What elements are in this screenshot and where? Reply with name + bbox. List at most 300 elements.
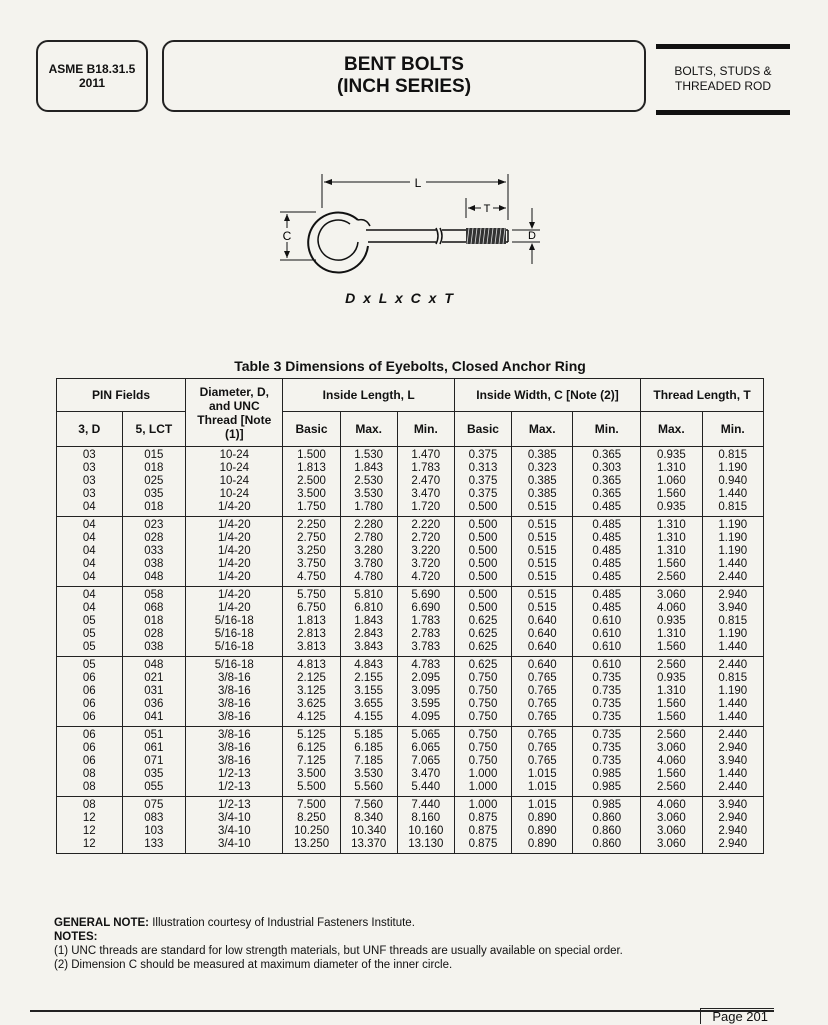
cell-value: 1.843 [354, 462, 384, 474]
cell-value: 2.560 [656, 571, 686, 583]
cell-value: 3.060 [656, 825, 686, 837]
cell-value: 1.440 [718, 488, 748, 500]
cell-value: 3.720 [411, 558, 441, 570]
cell-value: 1.720 [411, 501, 441, 513]
cell-value: 1.015 [527, 781, 557, 793]
cell-value: 2.500 [297, 475, 326, 487]
category-line-2: THREADED ROD [674, 79, 771, 93]
cell-value: 0.735 [592, 711, 622, 723]
cell-value: 3.125 [297, 685, 326, 697]
cell-value: 3/4-10 [217, 825, 251, 837]
cell-l-min [397, 727, 454, 797]
cell-value: 1/4-20 [217, 602, 251, 614]
cell-value: 068 [144, 602, 164, 614]
cell-value: 3/8-16 [217, 742, 251, 754]
cell-value: 0.875 [468, 838, 498, 850]
cell-value: 0.890 [527, 812, 557, 824]
cell-value: 1.440 [718, 558, 748, 570]
category-label [656, 64, 790, 94]
cell-value: 2.940 [718, 825, 748, 837]
category-bar-top [656, 44, 790, 49]
cell-c-max [512, 447, 573, 517]
cell-l-basic [283, 727, 340, 797]
cell-value: 1/4-20 [217, 545, 251, 557]
cell-value: 2.783 [411, 628, 441, 640]
header-c-basic: Basic [454, 412, 511, 447]
cell-value: 05 [82, 615, 96, 627]
cell-value: 5.810 [354, 589, 384, 601]
cell-value: 0.515 [527, 532, 557, 544]
cell-value: 0.365 [592, 449, 622, 461]
cell-pin5 [122, 727, 186, 797]
cell-pin3 [57, 447, 123, 517]
cell-value: 2.530 [354, 475, 384, 487]
cell-value: 1.813 [297, 615, 326, 627]
cell-value: 1.310 [656, 462, 686, 474]
general-note-text: Illustration courtesy of Industrial Fasteners Institute. [149, 917, 415, 929]
footer-rule [30, 1010, 774, 1012]
table-row-group [57, 727, 764, 797]
cell-value: 0.485 [592, 519, 622, 531]
cell-value: 0.313 [468, 462, 498, 474]
cell-c-basic [454, 517, 511, 587]
cell-pin5 [122, 517, 186, 587]
cell-value: 0.610 [592, 628, 622, 640]
cell-value: 3.155 [354, 685, 384, 697]
cell-t-min [702, 657, 763, 727]
cell-value: 5/16-18 [214, 615, 254, 627]
cell-value: 0.485 [592, 571, 622, 583]
cell-value: 1.530 [354, 449, 384, 461]
cell-c-min [573, 587, 641, 657]
cell-t-max [641, 657, 702, 727]
cell-value: 0.375 [468, 475, 498, 487]
cell-value: 3.060 [656, 838, 686, 850]
cell-value: 0.935 [656, 672, 686, 684]
cell-value: 3.783 [411, 641, 441, 653]
cell-value: 0.735 [592, 698, 622, 710]
cell-value: 2.940 [718, 742, 748, 754]
cell-value: 0.815 [718, 615, 748, 627]
cell-value: 04 [82, 558, 96, 570]
cell-value: 4.783 [411, 659, 441, 671]
cell-c-basic [454, 797, 511, 854]
cell-value: 0.515 [527, 589, 557, 601]
cell-value: 2.843 [354, 628, 384, 640]
cell-value: 0.985 [592, 799, 622, 811]
cell-value: 0.985 [592, 768, 622, 780]
cell-value: 0.890 [527, 825, 557, 837]
cell-pin3 [57, 587, 123, 657]
cell-value: 0.485 [592, 545, 622, 557]
cell-value: 0.385 [527, 449, 557, 461]
general-note-label: GENERAL NOTE: [54, 917, 149, 929]
diagram-caption: D x L x C x T [345, 290, 455, 306]
cell-value: 1.440 [718, 641, 748, 653]
cell-value: 0.875 [468, 825, 498, 837]
cell-value: 3.060 [656, 812, 686, 824]
cell-value: 2.940 [718, 812, 748, 824]
cell-value: 3.280 [354, 545, 384, 557]
cell-value: 04 [82, 519, 96, 531]
cell-value: 1.440 [718, 768, 748, 780]
cell-pin3 [57, 657, 123, 727]
cell-value: 028 [144, 532, 164, 544]
cell-value: 0.765 [527, 711, 557, 723]
cell-value: 7.185 [354, 755, 384, 767]
cell-thread [186, 447, 283, 517]
cell-pin5 [122, 587, 186, 657]
cell-value: 3.940 [718, 799, 748, 811]
cell-value: 041 [144, 711, 164, 723]
cell-value: 4.780 [354, 571, 384, 583]
cell-value: 1.783 [411, 615, 441, 627]
cell-value: 0.485 [592, 558, 622, 570]
cell-value: 0.765 [527, 755, 557, 767]
cell-value: 3.940 [718, 755, 748, 767]
cell-l-min [397, 517, 454, 587]
table-row-group [57, 517, 764, 587]
cell-value: 0.765 [527, 742, 557, 754]
cell-value: 0.940 [718, 475, 748, 487]
cell-value: 021 [144, 672, 164, 684]
cell-value: 6.065 [411, 742, 441, 754]
table-row-group [57, 447, 764, 517]
cell-value: 1.780 [354, 501, 384, 513]
cell-value: 5.560 [354, 781, 384, 793]
cell-pin5 [122, 657, 186, 727]
cell-value: 1/4-20 [217, 589, 251, 601]
label-l: L [414, 176, 422, 190]
table-body [57, 447, 764, 854]
cell-value: 2.750 [297, 532, 326, 544]
cell-value: 0.625 [468, 628, 498, 640]
cell-c-min [573, 517, 641, 587]
cell-t-max [641, 587, 702, 657]
cell-value: 036 [144, 698, 164, 710]
cell-value: 04 [82, 501, 96, 513]
cell-value: 075 [144, 799, 164, 811]
cell-value: 8.160 [411, 812, 441, 824]
standard-year: 2011 [78, 76, 106, 90]
cell-value: 1.750 [297, 501, 326, 513]
cell-value: 08 [82, 799, 96, 811]
cell-thread [186, 797, 283, 854]
cell-value: 1.813 [297, 462, 326, 474]
cell-value: 6.125 [297, 742, 326, 754]
cell-value: 0.610 [592, 659, 622, 671]
cell-value: 0.500 [468, 589, 498, 601]
cell-value: 1.470 [411, 449, 441, 461]
cell-value: 0.815 [718, 449, 748, 461]
cell-value: 048 [144, 571, 164, 583]
cell-value: 2.470 [411, 475, 441, 487]
cell-thread [186, 727, 283, 797]
cell-value: 0.375 [468, 449, 498, 461]
cell-value: 7.125 [297, 755, 326, 767]
cell-t-min [702, 517, 763, 587]
cell-value: 7.500 [297, 799, 326, 811]
cell-value: 0.750 [468, 685, 498, 697]
cell-thread [186, 517, 283, 587]
cell-value: 10-24 [219, 475, 249, 487]
cell-value: 133 [144, 838, 164, 850]
cell-value: 4.813 [297, 659, 326, 671]
cell-value: 018 [144, 462, 164, 474]
cell-value: 5.750 [297, 589, 326, 601]
cell-value: 0.750 [468, 698, 498, 710]
cell-value: 3/8-16 [217, 755, 251, 767]
cell-l-min [397, 797, 454, 854]
cell-t-min [702, 447, 763, 517]
cell-value: 3.220 [411, 545, 441, 557]
cell-value: 0.375 [468, 488, 498, 500]
cell-value: 2.155 [354, 672, 384, 684]
cell-value: 1.190 [718, 685, 748, 697]
cell-value: 5.065 [411, 729, 441, 741]
header-c-max: Max. [512, 412, 573, 447]
cell-value: 08 [82, 781, 96, 793]
cell-value: 0.735 [592, 742, 622, 754]
cell-l-max [340, 587, 397, 657]
page-number: Page 201 [700, 1008, 774, 1024]
cell-value: 0.750 [468, 742, 498, 754]
cell-value: 04 [82, 545, 96, 557]
cell-value: 1/2-13 [217, 768, 251, 780]
cell-value: 0.500 [468, 558, 498, 570]
notes-label [54, 930, 774, 944]
cell-value: 06 [82, 685, 96, 697]
eyebolt-diagram [270, 168, 570, 288]
cell-value: 083 [144, 812, 164, 824]
cell-value: 7.560 [354, 799, 384, 811]
cell-value: 10-24 [219, 462, 249, 474]
header-inside-length: Inside Length, L [283, 379, 454, 412]
cell-value: 018 [144, 501, 164, 513]
cell-value: 038 [144, 641, 164, 653]
cell-l-max [340, 447, 397, 517]
cell-value: 061 [144, 742, 164, 754]
cell-value: 058 [144, 589, 164, 601]
cell-l-max [340, 517, 397, 587]
cell-value: 2.440 [718, 781, 748, 793]
cell-value: 025 [144, 475, 164, 487]
header-l-min: Min. [397, 412, 454, 447]
cell-value: 04 [82, 602, 96, 614]
cell-value: 1.060 [656, 475, 686, 487]
cell-value: 0.815 [718, 501, 748, 513]
cell-value: 2.560 [656, 729, 686, 741]
cell-value: 1.560 [656, 488, 686, 500]
cell-value: 0.515 [527, 602, 557, 614]
cell-value: 0.750 [468, 755, 498, 767]
label-c: C [282, 229, 292, 243]
cell-c-min [573, 447, 641, 517]
cell-value: 0.303 [592, 462, 622, 474]
cell-value: 5.500 [297, 781, 326, 793]
cell-c-min [573, 657, 641, 727]
cell-value: 3.530 [354, 768, 384, 780]
cell-c-max [512, 727, 573, 797]
cell-value: 06 [82, 729, 96, 741]
cell-value: 5.125 [297, 729, 326, 741]
cell-pin3 [57, 517, 123, 587]
notes-heading: NOTES: [54, 931, 98, 943]
cell-value: 1.000 [468, 799, 498, 811]
cell-value: 3.655 [354, 698, 384, 710]
cell-value: 2.780 [354, 532, 384, 544]
cell-t-max [641, 517, 702, 587]
cell-value: 0.735 [592, 729, 622, 741]
cell-value: 12 [82, 838, 96, 850]
page-title-box [162, 40, 646, 112]
cell-t-min [702, 587, 763, 657]
cell-value: 04 [82, 532, 96, 544]
cell-value: 12 [82, 812, 96, 824]
cell-value: 1.560 [656, 698, 686, 710]
cell-value: 0.750 [468, 729, 498, 741]
cell-value: 13.370 [351, 838, 387, 850]
label-d: D [528, 230, 536, 242]
cell-value: 1.500 [297, 449, 326, 461]
cell-value: 1.190 [718, 519, 748, 531]
cell-value: 2.095 [411, 672, 441, 684]
cell-value: 1/2-13 [217, 781, 251, 793]
page-title: BENT BOLTS [344, 54, 464, 75]
table-title: Table 3 Dimensions of Eyebolts, Closed Anchor Ring [234, 358, 586, 374]
cell-value: 2.440 [718, 659, 748, 671]
cell-value: 2.560 [656, 659, 686, 671]
cell-value: 3.940 [718, 602, 748, 614]
cell-value: 0.860 [592, 838, 622, 850]
cell-value: 3.780 [354, 558, 384, 570]
header-5lct: 5, LCT [122, 412, 186, 447]
cell-value: 04 [82, 589, 96, 601]
cell-l-basic [283, 587, 340, 657]
cell-value: 033 [144, 545, 164, 557]
cell-value: 0.625 [468, 641, 498, 653]
cell-value: 6.185 [354, 742, 384, 754]
cell-value: 10-24 [219, 488, 249, 500]
cell-value: 3.470 [411, 488, 441, 500]
cell-value: 0.765 [527, 729, 557, 741]
cell-value: 028 [144, 628, 164, 640]
cell-value: 3.060 [656, 589, 686, 601]
cell-value: 1.190 [718, 462, 748, 474]
cell-value: 0.485 [592, 501, 622, 513]
table-row-group [57, 587, 764, 657]
cell-value: 0.610 [592, 641, 622, 653]
cell-pin3 [57, 727, 123, 797]
cell-pin5 [122, 447, 186, 517]
cell-value: 3/4-10 [217, 812, 251, 824]
cell-value: 2.440 [718, 729, 748, 741]
cell-value: 2.940 [718, 589, 748, 601]
cell-value: 05 [82, 628, 96, 640]
cell-value: 4.720 [411, 571, 441, 583]
category-line-1: BOLTS, STUDS & [674, 64, 772, 78]
cell-value: 3.500 [297, 488, 326, 500]
cell-value: 7.440 [411, 799, 441, 811]
cell-l-max [340, 657, 397, 727]
cell-value: 3.470 [411, 768, 441, 780]
cell-value: 4.060 [656, 799, 686, 811]
cell-value: 4.750 [297, 571, 326, 583]
cell-value: 035 [144, 488, 164, 500]
cell-value: 0.985 [592, 781, 622, 793]
cell-value: 0.500 [468, 501, 498, 513]
cell-value: 13.250 [293, 838, 330, 850]
cell-value: 08 [82, 768, 96, 780]
cell-value: 0.750 [468, 672, 498, 684]
standard-box [36, 40, 148, 112]
cell-value: 5.440 [411, 781, 441, 793]
table-row-group [57, 797, 764, 854]
cell-value: 2.440 [718, 571, 748, 583]
cell-value: 1/4-20 [217, 519, 251, 531]
cell-value: 03 [82, 475, 96, 487]
cell-value: 5.690 [411, 589, 441, 601]
cell-value: 5/16-18 [214, 628, 254, 640]
cell-c-max [512, 587, 573, 657]
cell-value: 2.560 [656, 781, 686, 793]
cell-value: 0.365 [592, 475, 622, 487]
header-l-max: Max. [340, 412, 397, 447]
cell-value: 5.185 [354, 729, 384, 741]
cell-value: 0.935 [656, 449, 686, 461]
cell-value: 0.735 [592, 685, 622, 697]
cell-value: 0.515 [527, 571, 557, 583]
cell-value: 071 [144, 755, 164, 767]
cell-t-max [641, 727, 702, 797]
cell-value: 2.813 [297, 628, 326, 640]
cell-l-max [340, 797, 397, 854]
cell-value: 3.750 [297, 558, 326, 570]
cell-value: 0.640 [527, 641, 557, 653]
cell-value: 0.515 [527, 519, 557, 531]
cell-value: 05 [82, 659, 96, 671]
cell-value: 06 [82, 698, 96, 710]
cell-value: 10-24 [219, 449, 249, 461]
cell-l-max [340, 727, 397, 797]
cell-value: 0.323 [527, 462, 557, 474]
note-2: (2) Dimension C should be measured at maximum diameter of the inner circle. [54, 959, 453, 971]
cell-value: 1.440 [718, 698, 748, 710]
cell-value: 1.560 [656, 558, 686, 570]
header-pin-fields: PIN Fields [57, 379, 186, 412]
cell-value: 0.610 [592, 615, 622, 627]
cell-value: 3/8-16 [217, 672, 251, 684]
cell-value: 0.500 [468, 571, 498, 583]
cell-t-min [702, 797, 763, 854]
cell-value: 06 [82, 742, 96, 754]
cell-value: 1/4-20 [217, 532, 251, 544]
cell-value: 0.515 [527, 545, 557, 557]
cell-c-basic [454, 587, 511, 657]
cell-value: 6.690 [411, 602, 441, 614]
eyebolt-dimensions-table [56, 378, 764, 854]
page-subtitle: (INCH SERIES) [336, 76, 472, 97]
cell-value: 4.843 [354, 659, 384, 671]
cell-value: 0.640 [527, 659, 557, 671]
cell-value: 12 [82, 825, 96, 837]
header-c-min: Min. [573, 412, 641, 447]
cell-c-max [512, 797, 573, 854]
cell-value: 1.310 [656, 519, 686, 531]
cell-value: 0.385 [527, 475, 557, 487]
cell-value: 10.250 [293, 825, 330, 837]
cell-value: 0.765 [527, 698, 557, 710]
